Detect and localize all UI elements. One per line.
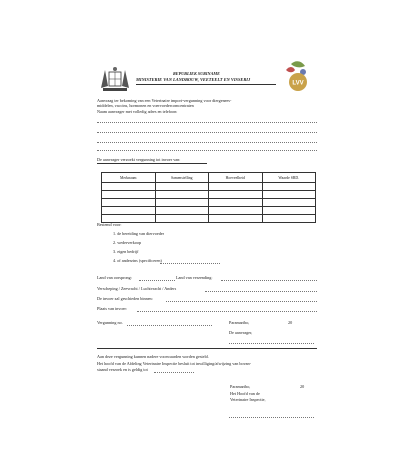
- year-label-2: 20: [300, 384, 305, 389]
- table-row: [102, 199, 316, 207]
- import-items-table: [101, 172, 316, 223]
- table-cell[interactable]: [155, 191, 209, 199]
- intro-line-1: Aanvraag ter bekoming van een Veterinaire import-vergunning voor diergenees-: [97, 98, 232, 103]
- ministry-title: MINISTERIE VAN LANDBOUW, VEETEELT EN VISSERIJ: [136, 77, 251, 82]
- lvv-logo-icon: [283, 60, 311, 94]
- transport-label: Verscheping / Zeevracht / Luchtvracht / Anders: [97, 286, 177, 291]
- intro-line-2: middelen, vaccins, hormonen en voervoedercomcentraten: [97, 103, 194, 108]
- import-via-line[interactable]: [166, 301, 317, 302]
- table-row: [102, 183, 316, 191]
- table-cell[interactable]: [209, 199, 263, 207]
- permit-no-line[interactable]: [127, 325, 212, 326]
- shipment-label: Land van verzending:: [176, 275, 213, 280]
- table-cell[interactable]: [102, 183, 156, 191]
- applicant-line-1[interactable]: [97, 122, 317, 123]
- conditions-line-2: Het hoofd van de Afdeling Veterinaire Inspectie besluit tot inwilliging/afwijzing van bovan-: [97, 361, 252, 366]
- table-cell[interactable]: [209, 183, 263, 191]
- table-cell[interactable]: [102, 199, 156, 207]
- table-row: [102, 207, 316, 215]
- applicant-line-3[interactable]: [97, 142, 317, 143]
- purpose-item: 3. eigen bedrijf: [113, 249, 139, 254]
- purpose-label: Bestemd voor:: [97, 222, 122, 227]
- head-signature-line[interactable]: [229, 417, 314, 418]
- applicant-signature-line[interactable]: [229, 343, 314, 344]
- table-cell[interactable]: [155, 199, 209, 207]
- place-line[interactable]: [137, 311, 317, 312]
- applicant-label: Naam aanvrager met volledig adres en telefoon:: [97, 109, 178, 114]
- purpose-item: 4. of anderzins (specificeren): [113, 258, 162, 263]
- applicant-sign-label: De aanvrager,: [229, 330, 253, 335]
- table-cell[interactable]: [102, 191, 156, 199]
- origin-line[interactable]: [139, 280, 175, 281]
- request-underline: [97, 163, 207, 164]
- conditions-line-3: staand verzoek en is geldig tot: [97, 367, 148, 372]
- table-row: [102, 191, 316, 199]
- request-label: De aanvrager verzoekt vergunning tot invoer van:: [97, 157, 181, 162]
- coat-of-arms-icon: [97, 66, 133, 96]
- origin-label: Land van oorsprong:: [97, 275, 132, 280]
- header-rule: [136, 84, 276, 85]
- purpose-item: 2. wederverkoop: [113, 240, 142, 245]
- permit-no-label: Vergunning no.: [97, 320, 123, 325]
- conditions-line-1: Aan deze vergunning kunnen nadere voorwaarden worden gesteld.: [97, 354, 209, 359]
- column-header-brand: Merknaam: [102, 173, 156, 183]
- place-label: Plaats van invoer:: [97, 306, 128, 311]
- column-header-value: Waarde SRD.: [262, 173, 316, 183]
- column-header-composition: Samenstelling: [155, 173, 209, 183]
- paramaribo-label-2: Paramaribo,: [230, 384, 251, 389]
- valid-until-line[interactable]: [154, 372, 194, 373]
- head-title-1: Het Hoofd van de: [230, 391, 260, 396]
- purpose-item: 1. de bereiding van diervoeder: [113, 231, 165, 236]
- table-cell[interactable]: [102, 207, 156, 215]
- column-header-quantity: Hoeveelheid: [209, 173, 263, 183]
- logo-text: LVV: [292, 80, 304, 87]
- head-title-2: Veterinaire Inspectie,: [230, 397, 266, 402]
- paramaribo-label: Paramaribo,: [229, 320, 250, 325]
- applicant-line-4[interactable]: [97, 150, 317, 151]
- table-header-row: [102, 173, 316, 183]
- table-row: [102, 215, 316, 223]
- republic-title: REPUBLIEK SURINAME: [173, 71, 220, 76]
- table-cell[interactable]: [155, 215, 209, 223]
- table-cell[interactable]: [262, 199, 316, 207]
- table-cell[interactable]: [209, 215, 263, 223]
- table-cell[interactable]: [155, 183, 209, 191]
- table-cell[interactable]: [209, 191, 263, 199]
- import-via-label: De invoer zal geschieden binnen:: [97, 296, 153, 301]
- transport-line[interactable]: [205, 291, 317, 292]
- year-label: 20: [288, 320, 293, 325]
- table-cell[interactable]: [262, 207, 316, 215]
- shipment-line[interactable]: [221, 280, 317, 281]
- applicant-line-2[interactable]: [97, 132, 317, 133]
- table-cell[interactable]: [262, 191, 316, 199]
- table-cell[interactable]: [155, 207, 209, 215]
- section-divider: [97, 348, 317, 349]
- specify-line[interactable]: [160, 263, 220, 264]
- table-cell[interactable]: [262, 215, 316, 223]
- table-cell[interactable]: [209, 207, 263, 215]
- table-cell[interactable]: [262, 183, 316, 191]
